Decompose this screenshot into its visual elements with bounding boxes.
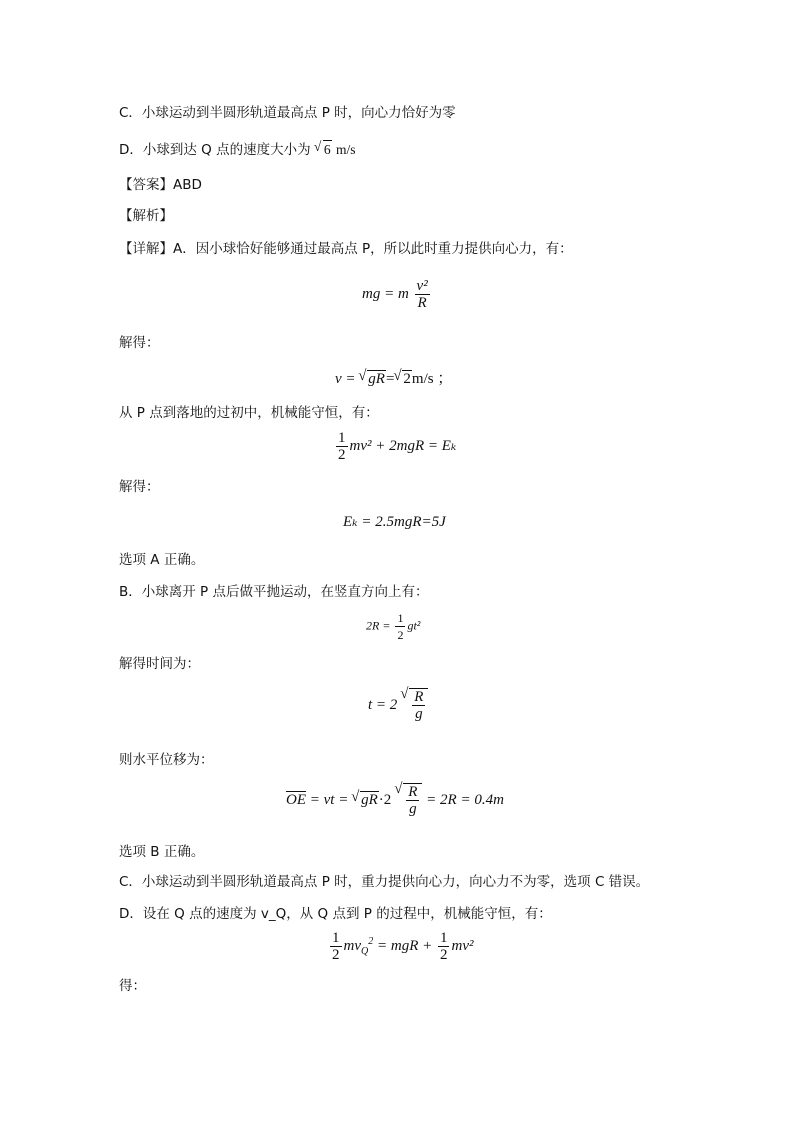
from-p-line: 从 P 点到落地的过初中，机械能守恒，有： xyxy=(119,405,379,421)
option-d-label: D．小球到达 Q 点的速度大小为 xyxy=(119,142,311,158)
eq5-rest: gt² xyxy=(407,618,421,633)
eq6-lhs: t = 2 xyxy=(368,696,398,713)
detail-b-line: B．小球离开 P 点后做平抛运动，在竖直方向上有： xyxy=(119,584,429,600)
detail-d-line: D．设在 Q 点的速度为 v_Q，从 Q 点到 P 的过程中，机械能守恒，有： xyxy=(119,906,552,922)
option-c-text: C．小球运动到半圆形轨道最高点 P 时，向心力恰好为零 xyxy=(119,105,456,121)
option-d-unit: m/s xyxy=(335,142,356,157)
eq8-num: 1 xyxy=(332,930,340,946)
eq2-sqrt-gr: √ gR xyxy=(367,370,386,388)
eq6-sqrt xyxy=(409,688,428,722)
eq8-equals: = mgR + xyxy=(373,937,436,954)
eq7-den: g xyxy=(409,801,417,817)
solve-line-1: 解得： xyxy=(119,335,160,351)
detail-a-line xyxy=(119,240,573,258)
eq7-fraction xyxy=(406,784,419,817)
eq3-rest: mv² + 2mgR = Eₖ xyxy=(349,437,457,454)
equation-displacement xyxy=(286,783,504,817)
eq8-fraction-1 xyxy=(330,930,342,963)
get-line: 得： xyxy=(119,978,146,994)
eq7-sqrt-frac xyxy=(403,783,422,817)
solve-line-2: 解得： xyxy=(119,479,160,495)
eq3-fraction xyxy=(336,430,348,463)
solve-time-line: 解得时间为： xyxy=(119,656,200,672)
eq8-fraction-2 xyxy=(438,930,450,963)
equation-energy-q xyxy=(328,930,473,963)
eq5-num: 1 xyxy=(397,611,404,625)
equation-time xyxy=(368,688,428,722)
equation-kinetic: Eₖ = 2.5mgR=5J xyxy=(343,514,446,530)
eq3-den: 2 xyxy=(338,447,346,463)
eq5-lhs: 2R = xyxy=(366,618,394,633)
eq7-result: = 2R = 0.4m xyxy=(422,791,504,808)
option-b-correct: 选项 B 正确。 xyxy=(119,844,205,860)
horizontal-line: 则水平位移为： xyxy=(119,752,214,768)
eq2-unit: m/s ； xyxy=(411,371,453,387)
eq7-sqrt-gr: √ gR xyxy=(360,791,379,809)
equation-centripetal xyxy=(362,278,432,311)
eq1-lhs: mg = m xyxy=(362,285,409,302)
eq6-den: g xyxy=(415,706,423,722)
answer-line xyxy=(119,176,202,194)
option-d-sqrt: √ 6 xyxy=(323,140,332,159)
eq6-num: √ R xyxy=(414,689,424,705)
eq8-den2: 2 xyxy=(439,947,448,963)
detail-tag: 【详解】 xyxy=(119,241,173,257)
eq1-fraction xyxy=(415,278,430,311)
eq7-oe: OE xyxy=(286,791,306,808)
eq8-rest: mv² xyxy=(451,937,474,954)
eq8-sup-2: 2 xyxy=(368,935,374,947)
eq7-times-2: ·2 xyxy=(378,791,392,808)
eq1-den: R xyxy=(417,295,427,311)
analysis-tag: 【解析】 xyxy=(119,208,173,224)
option-d-text xyxy=(119,140,355,159)
eq8-sub-q: Q xyxy=(361,945,369,957)
eq6-fraction xyxy=(412,689,425,722)
answer-tag: 【答案】 xyxy=(119,177,173,193)
eq2-equals: = xyxy=(385,371,395,387)
equation-velocity xyxy=(335,367,452,388)
eq7-num: √ R xyxy=(408,784,418,800)
eq2-sqrt-2: √ 2 xyxy=(402,370,412,388)
detail-c-line: C．小球运动到半圆形轨道最高点 P 时，重力提供向心力，向心力不为零，选项 C 错误。 xyxy=(119,874,650,890)
eq7-vt: = vt = xyxy=(306,791,353,808)
eq1-num: v² xyxy=(416,278,428,294)
eq2-a: v = xyxy=(335,371,360,387)
equation-energy xyxy=(334,430,456,463)
answer-value: ABD xyxy=(173,177,202,193)
eq5-den: 2 xyxy=(397,628,404,642)
equation-vertical xyxy=(366,610,420,643)
eq3-num: 1 xyxy=(338,430,346,446)
detail-a-text: A．因小球恰好能够通过最高点 P，所以此时重力提供向心力，有： xyxy=(173,241,573,257)
eq8-mv: mv xyxy=(343,937,361,954)
option-a-correct: 选项 A 正确。 xyxy=(119,552,205,568)
eq5-fraction xyxy=(395,610,405,643)
eq8-num2: 1 xyxy=(439,930,448,946)
eq8-den: 2 xyxy=(332,947,340,963)
